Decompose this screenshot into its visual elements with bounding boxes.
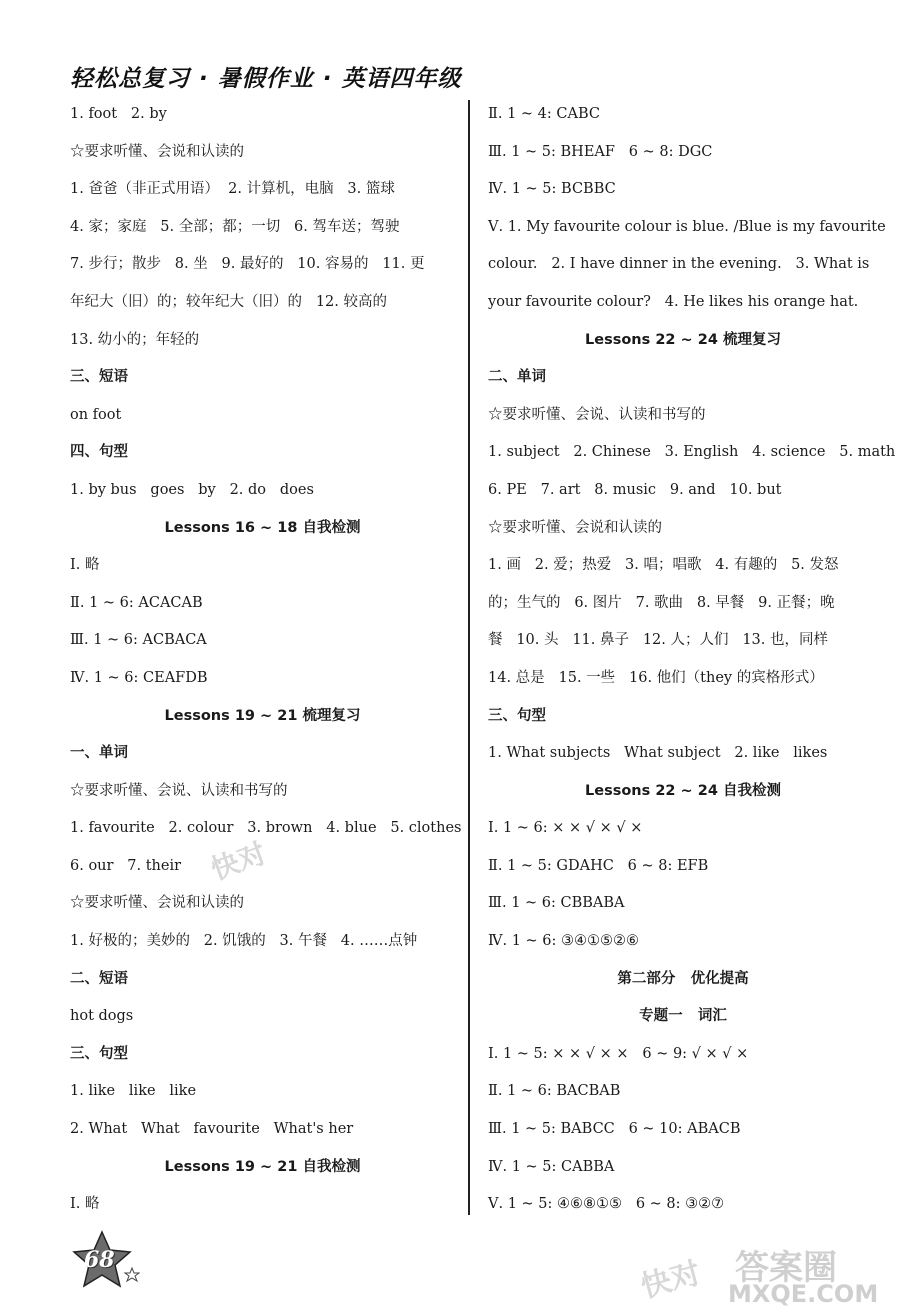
section-heading: 四、句型	[70, 444, 128, 461]
page-header-title: 轻松总复习 · 暑假作业 · 英语四年级	[70, 66, 462, 92]
section-heading: Lessons 16 ~ 18 自我检测	[164, 519, 361, 536]
section-heading: Lessons 19 ~ 21 梳理复习	[164, 707, 361, 724]
answer-line: 7. 步行；散步 8. 坐 9. 最好的 10. 容易的 11. 更	[70, 256, 425, 273]
section-heading: 专题一 词汇	[639, 1008, 727, 1025]
answer-line: 年纪大（旧）的；较年纪大（旧）的 12. 较高的	[70, 293, 387, 310]
answer-line: ☆要求听懂、会说、认读和书写的	[70, 782, 288, 799]
answer-line: 4. 家；家庭 5. 全部；都；一切 6. 驾车送；驾驶	[70, 218, 400, 235]
answer-line: Ⅱ. 1 ~ 5: GDAHC 6 ~ 8: EFB	[488, 857, 709, 874]
answer-line: Ⅲ. 1 ~ 5: BABCC 6 ~ 10: ABACB	[488, 1121, 741, 1138]
section-heading: Lessons 22 ~ 24 梳理复习	[585, 331, 781, 348]
answer-line: Ⅰ. 略	[70, 1196, 100, 1213]
answer-line: 13. 幼小的；年轻的	[70, 331, 200, 348]
answer-line: your favourite colour? 4. He likes his orange hat.	[488, 293, 859, 310]
answer-line: Ⅲ. 1 ~ 5: BHEAF 6 ~ 8: DGC	[488, 143, 713, 160]
answer-line: Ⅱ. 1 ~ 4: CABC	[488, 106, 600, 122]
answer-line: colour. 2. I have dinner in the evening. 3. What is	[488, 256, 870, 273]
right-column	[488, 96, 896, 1224]
answer-line: ☆要求听懂、会说和认读的	[70, 143, 244, 160]
answer-line: 1. by bus goes by 2. do does	[70, 481, 314, 498]
answer-line: 14. 总是 15. 一些 16. 他们（they 的宾格形式）	[488, 669, 824, 686]
answer-line: 的；生气的 6. 图片 7. 歌曲 8. 早餐 9. 正餐；晚	[488, 594, 835, 611]
answer-line: 1. 好极的；美妙的 2. 饥饿的 3. 午餐 4. ……点钟	[70, 933, 418, 950]
section-heading: Lessons 19 ~ 21 自我检测	[164, 1158, 361, 1175]
column-divider	[468, 100, 470, 1215]
answer-line: 餐 10. 头 11. 鼻子 12. 人；人们 13. 也，同样	[488, 632, 828, 649]
answer-line: 1. foot 2. by	[70, 106, 167, 122]
answer-line: Ⅴ. 1 ~ 5: ④⑥⑧①⑤ 6 ~ 8: ③②⑦	[488, 1196, 725, 1213]
answer-line: Ⅰ. 略	[70, 557, 100, 574]
answer-line: hot dogs	[70, 1008, 134, 1025]
watermark-kuaidui-bottom: 快对	[637, 1255, 705, 1306]
answer-line: Ⅳ. 1 ~ 6: ③④①⑤②⑥	[488, 933, 640, 950]
section-heading: 三、短语	[70, 369, 128, 386]
answer-line: on foot	[70, 406, 122, 423]
section-heading: Lessons 22 ~ 24 自我检测	[585, 782, 781, 799]
section-heading: 二、短语	[70, 970, 128, 987]
answer-line: 6. PE 7. art 8. music 9. and 10. but	[488, 481, 782, 498]
answer-line: 2. What What favourite What's her	[70, 1121, 354, 1138]
answer-line: Ⅳ. 1 ~ 5: CABBA	[488, 1158, 615, 1175]
answer-line: 1. What subjects What subject 2. like likes	[488, 745, 828, 762]
answer-line: ☆要求听懂、会说和认读的	[70, 895, 244, 912]
answer-line: Ⅲ. 1 ~ 6: ACBACA	[70, 632, 207, 649]
section-heading: 第二部分 优化提高	[617, 970, 749, 987]
answer-line: 1. like like like	[70, 1083, 197, 1100]
section-heading: 二、单词	[488, 369, 546, 386]
answer-line: Ⅲ. 1 ~ 6: CBBABA	[488, 895, 625, 912]
answer-line: Ⅱ. 1 ~ 6: ACACAB	[70, 594, 203, 611]
answer-line: 1. 画 2. 爱；热爱 3. 唱；唱歌 4. 有趣的 5. 发怒	[488, 557, 839, 574]
answer-line: Ⅱ. 1 ~ 6: BACBAB	[488, 1083, 621, 1100]
answer-line: Ⅳ. 1 ~ 5: BCBBC	[488, 181, 616, 198]
section-heading: 一、单词	[70, 745, 128, 762]
answer-line: 1. 爸爸（非正式用语） 2. 计算机，电脑 3. 篮球	[70, 181, 395, 198]
answer-line: Ⅳ. 1 ~ 6: CEAFDB	[70, 669, 208, 686]
answer-line: Ⅰ. 1 ~ 5: × × √ × × 6 ~ 9: √ × √ ×	[488, 1045, 749, 1062]
watermark-site-brand: 答案圈	[735, 1248, 837, 1288]
answer-line: ☆要求听懂、会说、认读和书写的	[488, 406, 706, 423]
page-number: 68	[84, 1247, 115, 1273]
answer-line: 6. our 7. their	[70, 857, 182, 874]
watermark-site-url: MXQE.COM	[728, 1280, 879, 1308]
left-column	[70, 96, 462, 1224]
answer-line: ☆要求听懂、会说和认读的	[488, 519, 662, 536]
watermark-kuaidui: 快对	[206, 836, 271, 887]
answer-line: Ⅴ. 1. My favourite colour is blue. /Blue is my favourite	[488, 218, 886, 235]
answer-line: 1. subject 2. Chinese 3. English 4. science 5. math	[488, 444, 896, 461]
section-heading: 三、句型	[70, 1045, 128, 1062]
answer-line: 1. favourite 2. colour 3. brown 4. blue 5. clothes	[70, 820, 462, 837]
section-heading: 三、句型	[488, 707, 546, 724]
answer-line: Ⅰ. 1 ~ 6: × × √ × √ ×	[488, 820, 643, 837]
